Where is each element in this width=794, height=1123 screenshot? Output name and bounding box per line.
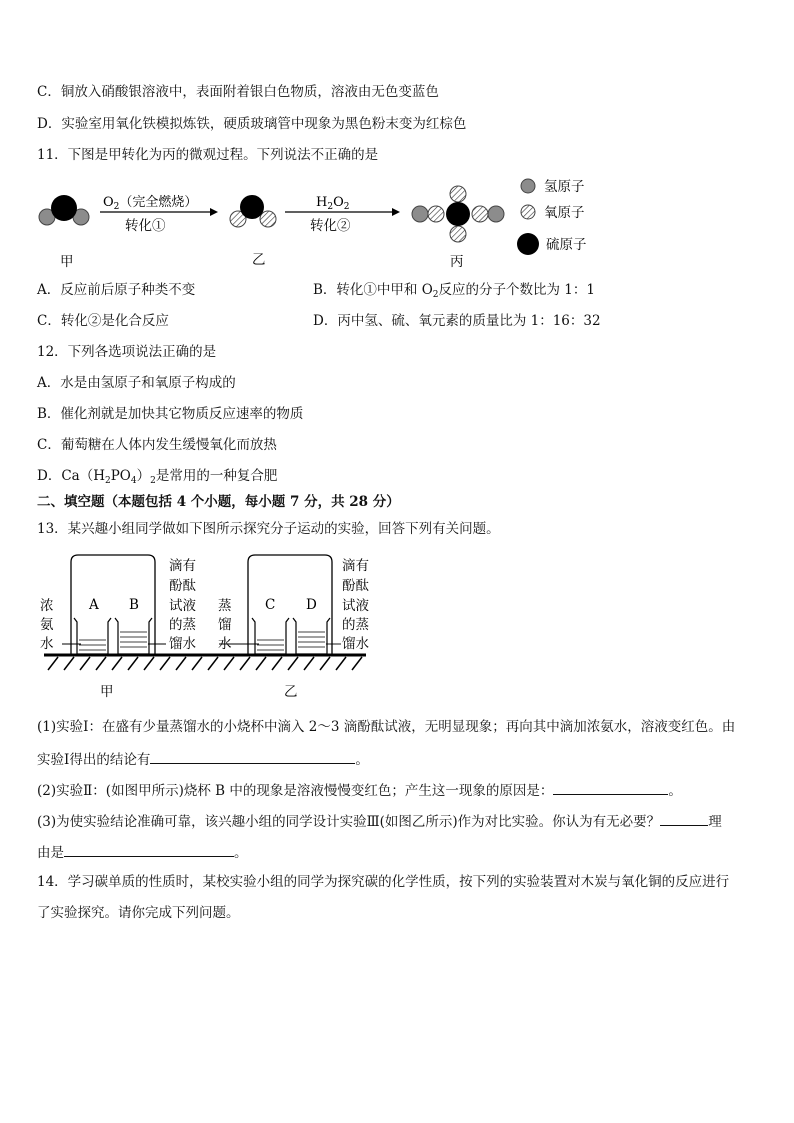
svg-text:H2O2: $H_2O_2$ bbox=[316, 195, 350, 212]
beaker-d-shape bbox=[293, 618, 330, 654]
beaker-c-label: C bbox=[265, 597, 276, 613]
molecule-bing bbox=[412, 186, 504, 242]
svg-text:的蒸: 的蒸 bbox=[342, 617, 369, 633]
beaker-a-shape bbox=[74, 618, 111, 654]
molecule-yi bbox=[230, 195, 276, 227]
label-distilled-water bbox=[218, 597, 232, 652]
svg-text:试液: 试液 bbox=[169, 598, 196, 614]
arrow-conversion-1 bbox=[100, 194, 218, 234]
bell-jar-jia bbox=[71, 555, 155, 654]
q13-part3-line2: 由是 。 bbox=[37, 842, 248, 862]
svg-text:馏水: 馏水 bbox=[169, 636, 196, 652]
question-14-line1: 14．学习碳单质的性质时，某校实验小组的同学为探究碳的化学性质，按下列的实验装置对木炭与氧化铜的反应进行 bbox=[37, 874, 730, 890]
svg-text:浓: 浓 bbox=[40, 598, 54, 614]
q12-option-a: A．水是由氢原子和氧原子构成的 bbox=[37, 375, 236, 391]
svg-text:酚酞: 酚酞 bbox=[342, 578, 369, 594]
label-jia: 甲 bbox=[60, 254, 74, 270]
q12-option-c: C．葡萄糖在人体内发生缓慢氧化而放热 bbox=[37, 437, 277, 453]
q13-part3-line1: (3)为使实验结论准确可靠，该兴趣小组的同学设计实验Ⅲ(如图乙所示)作为对比实验。你认为有无必要？ 理 bbox=[37, 811, 722, 831]
svg-text:馏: 馏 bbox=[218, 617, 232, 633]
svg-text:硫原子: 硫原子 bbox=[546, 237, 587, 253]
beaker-b-label: B bbox=[129, 597, 139, 613]
question-11-stem: 11．下图是甲转化为丙的微观过程。下列说法不正确的是 bbox=[37, 147, 379, 163]
question-14-line2: 了实验探究。请你完成下列问题。 bbox=[37, 905, 240, 921]
beaker-d-label: D bbox=[306, 597, 317, 613]
arrow-conversion-2 bbox=[285, 195, 400, 234]
q12-option-d: D．$Ca(H_2PO_4)_2$是常用的一种复合肥 bbox=[37, 468, 278, 486]
label-concentrated-ammonia bbox=[40, 598, 54, 652]
q11-option-d: D．丙中氢、硫、氧元素的质量比为 1：16：32 bbox=[313, 313, 601, 329]
svg-text:水: 水 bbox=[40, 636, 54, 652]
label-phenolphthalein-water-jia bbox=[169, 558, 196, 652]
q13-apparatus-diagram bbox=[36, 552, 386, 704]
label-phenolphthalein-water-yi bbox=[342, 558, 369, 652]
question-13-stem: 13．某兴趣小组同学做如下图所示探究分子运动的实验，回答下列有关问题。 bbox=[37, 521, 500, 537]
option-c-prev: C．铜放入硝酸银溶液中，表面附着银白色物质，溶液由无色变蓝色 bbox=[37, 84, 439, 100]
option-d-prev: D．实验室用氧化铁模拟炼铁，硬质玻璃管中现象为黑色粉末变为红棕色 bbox=[37, 116, 467, 132]
q13-answer-blank-2[interactable] bbox=[553, 780, 668, 795]
legend-oxygen-icon bbox=[521, 205, 535, 219]
section-2-title: 二、填空题（本题包括 4 个小题，每小题 7 分，共 28 分） bbox=[37, 494, 400, 510]
svg-text:O2（完全燃烧）: $O_2$（完全燃烧） bbox=[103, 195, 198, 212]
bench bbox=[44, 655, 366, 670]
label-yi: 乙 bbox=[252, 252, 266, 268]
svg-text:氨: 氨 bbox=[40, 617, 54, 633]
svg-text:滴有: 滴有 bbox=[169, 558, 196, 574]
bell-jar-yi bbox=[248, 555, 332, 654]
svg-text:氧原子: 氧原子 bbox=[544, 205, 585, 221]
q13-answer-blank-4[interactable] bbox=[64, 842, 234, 857]
label-jia: 甲 bbox=[100, 684, 114, 700]
q13-answer-blank-3[interactable] bbox=[660, 811, 708, 826]
beaker-a-label: A bbox=[89, 597, 99, 613]
svg-text:酚酞: 酚酞 bbox=[169, 578, 196, 594]
q13-part1-line2: 实验Ⅰ得出的结论有 。 bbox=[37, 749, 369, 769]
svg-text:蒸: 蒸 bbox=[218, 598, 232, 614]
q13-answer-blank-1[interactable] bbox=[150, 749, 355, 764]
q11-molecule-diagram bbox=[30, 178, 630, 273]
svg-text:转化①: 转化① bbox=[125, 218, 166, 234]
molecule-jia bbox=[39, 195, 89, 225]
legend-sulfur-icon bbox=[517, 233, 539, 255]
svg-text:馏水: 馏水 bbox=[342, 636, 369, 652]
svg-text:水: 水 bbox=[218, 636, 232, 652]
legend bbox=[517, 179, 587, 255]
svg-text:氢原子: 氢原子 bbox=[544, 179, 585, 195]
question-12-stem: 12．下列各选项说法正确的是 bbox=[37, 344, 217, 360]
q11-option-a: A．反应前后原子种类不变 bbox=[37, 282, 196, 298]
q13-part1-line1: (1)实验Ⅰ：在盛有少量蒸馏水的小烧杯中滴入 2～3 滴酚酞试液，无明显现象；再向其中滴加浓氨水，溶液变红色。由 bbox=[37, 719, 736, 735]
q12-option-b: B．催化剂就是加快其它物质反应速率的物质 bbox=[37, 406, 304, 422]
q11-option-b: B．转化①中甲和 $O_2$反应的分子个数比为 1：1 bbox=[313, 282, 595, 300]
beaker-c-shape bbox=[252, 618, 289, 654]
legend-hydrogen-icon bbox=[521, 179, 535, 193]
label-yi: 乙 bbox=[284, 684, 298, 700]
svg-text:滴有: 滴有 bbox=[342, 558, 369, 574]
svg-text:转化②: 转化② bbox=[310, 218, 351, 234]
svg-text:的蒸: 的蒸 bbox=[169, 617, 196, 633]
q13-part2: (2)实验Ⅱ：(如图甲所示)烧杯 B 中的现象是溶液慢慢变红色；产生这一现象的原因是： 。 bbox=[37, 780, 682, 800]
q11-option-c: C．转化②是化合反应 bbox=[37, 313, 169, 329]
svg-text:试液: 试液 bbox=[342, 598, 369, 614]
beaker-b-shape bbox=[115, 618, 152, 654]
label-bing: 丙 bbox=[450, 254, 464, 270]
